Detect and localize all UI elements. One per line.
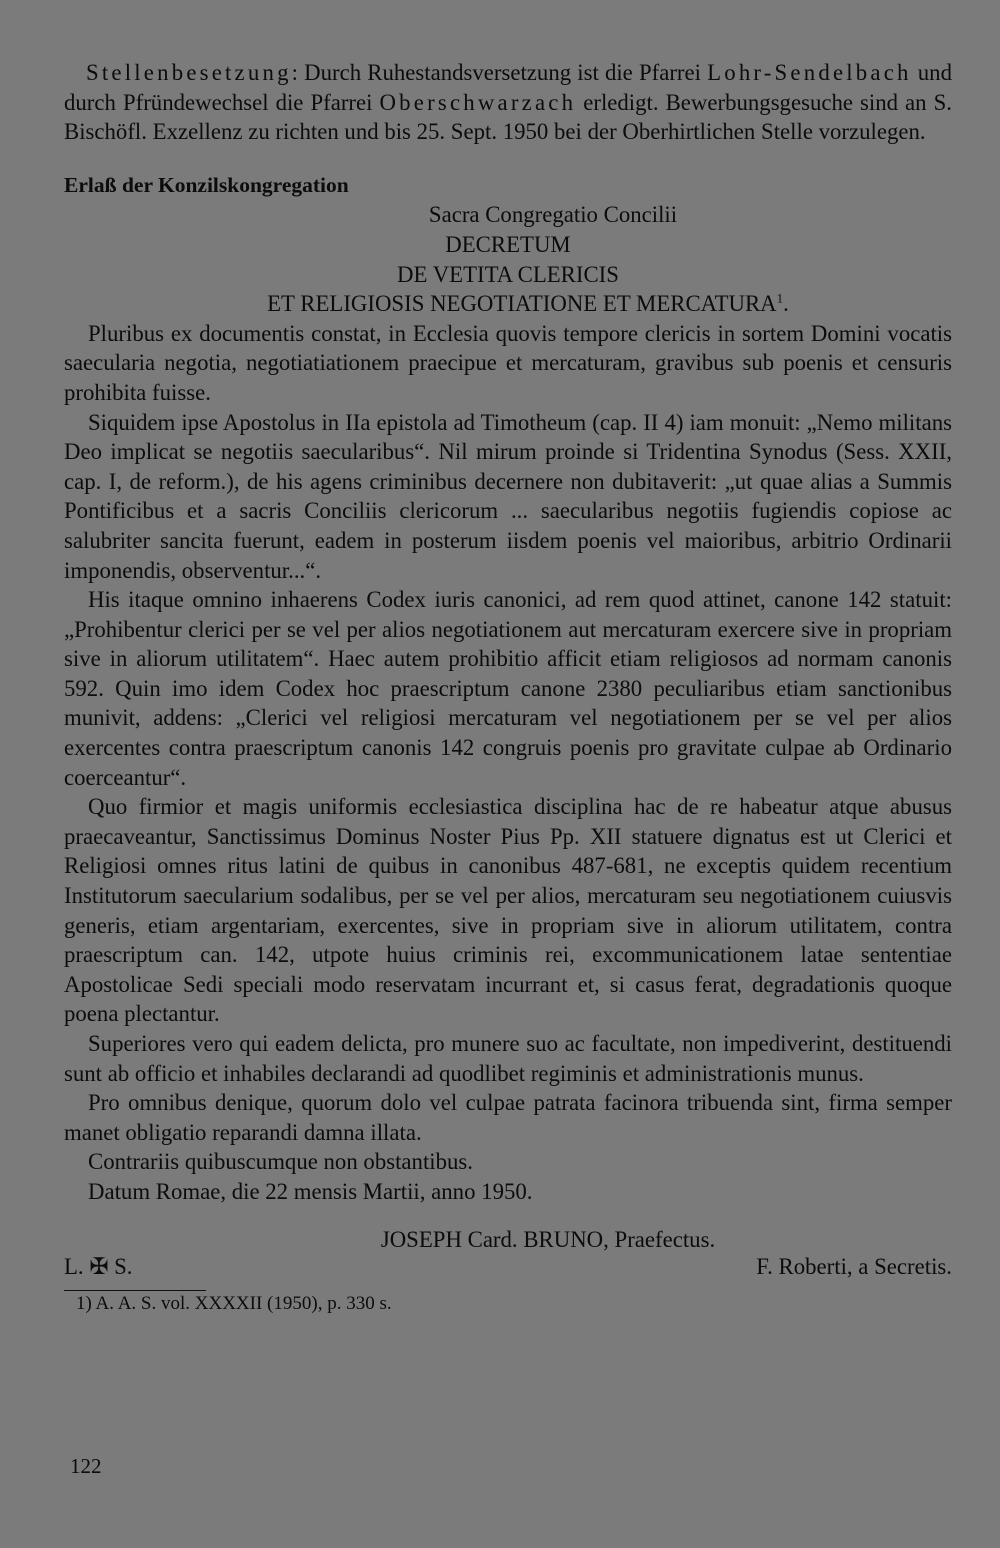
decree-paragraph: Pro omnibus denique, quorum dolo vel culpae patrata facinora tribuenda sint, firma semper manet obligatio reparandi damna illata. (64, 1090, 952, 1145)
parish-name-1: Lohr-Sendelbach (707, 60, 912, 85)
decree-title-period: . (783, 291, 789, 317)
signature-row (64, 1254, 952, 1284)
decree-title-line-2: DE VETITA CLERICIS (397, 261, 619, 287)
decree-title-text: ET RELIGIOSIS NEGOTIATIONE ET MERCATURA (267, 291, 777, 317)
decree-paragraph: Contrariis quibuscumque non obstantibus. (88, 1149, 473, 1175)
notice-text-3: erledigt. Bewerbungsgesuche sind an S. Bischöfl. Exzellenz zu richten und bis 25. Sept. 1950 bei der Oberhirtlichen Stelle vorzulegen. (64, 89, 952, 145)
notice-text-2: und durch Pfründewechsel die Pfarrei (64, 60, 952, 115)
parish-name-2: Oberschwarzach (379, 89, 577, 115)
footnote-text: A. A. S. vol. XXXXII (1950), p. 330 s. (91, 1293, 392, 1315)
decree-paragraph: Siquidem ipse Apostolus in IIa epistola ad Timotheum (cap. II 4) iam monuit: „Nemo militans Deo implicat se negotiis saecularibus“. Nil mirum proinde si Tridentina Synodus (Sess. XXII, cap. I, de reform.), de his agens criminibus decernere non dubitaverit: „ut quae alias a Summis Pontificibus et a sacris Conciliis clericorum ... saecularibus negotiis fugiendis copiose ac salubriter sancita fuerunt, eadem in posterum iisdem poenis vel maioribus, arbitrio Ordinarii imponendis, observentur...“. (64, 409, 952, 583)
vacancy-notice (64, 58, 952, 147)
congregation-name: Sacra Congregatio Concilii (428, 202, 678, 228)
footnote-mark: 1) (76, 1293, 92, 1315)
section-heading: Erlaß der Konzilskongregation (64, 172, 349, 197)
footnote (76, 1291, 952, 1317)
decree-title-line-3 (104, 289, 952, 319)
notice-text-1: : Durch Ruhestandsversetzung ist die Pfarrei (291, 60, 708, 85)
prefect-signature: JOSEPH Card. BRUNO, Praefectus. (380, 1226, 716, 1252)
notice-keyword: Stellenbesetzung (86, 60, 292, 85)
decree-paragraph: Quo firmior et magis uniformis ecclesiastica disciplina hac de re habeatur atque abusus praecaveantur, Sanctissimus Dominus Noster Pius Pp. XII statuere dignatus est ut Clerici et Religiosi omnes ritus latini de quibus in canonibus 487-681, ne exceptis quidem recentium Institutorum saecularium sodalibus, per se vel per alios, mercaturam seu negotiationem cuiusvis generis, etiam argentariam, exercentes, sive in propriam sive in aliorum utilitatem, contra praescriptum can. 142, utpote huius criminis rei, excommunicationem latae sententiae Apostolicae Sedi speciali modo reservatam incurrant et, si casus ferat, degradationis quoque poena plectantur. (64, 794, 952, 1027)
footnote-reference: 1 (776, 290, 784, 306)
decree-paragraph: Superiores vero qui eadem delicta, pro munere suo ac facultate, non impediverint, destituendi sunt ab officio et inhabiles declarandi ad quodlibet regiminis et administrationis munus. (64, 1031, 952, 1086)
locus-sigilli: L. ✠ S. (64, 1254, 133, 1280)
decree-paragraph: His itaque omnino inhaerens Codex iuris canonici, ad rem quod attinet, canone 142 statuit: „Prohibentur clerici per se vel per alios negotiationem aut mercaturam exercere sive in propriam sive in aliorum utilitatem“. Haec autem prohibitio afficit etiam religiosos ad normam canonis 592. Quin imo idem Codex hoc praescriptum canone 2380 peculiaribus etiam sanctionibus munivit, addens: „Clerici vel religiosi mercaturam vel negotiationem per se vel per alios exercentes contra praescriptum canonis 142 congruis poenis pro gravitate culpae ab Ordinario coerceantur“. (64, 587, 952, 790)
decree-paragraph: Pluribus ex documentis constat, in Ecclesia quovis tempore clericis in sortem Domini vocatis saecularia negotia, negotiatiationem praecipue et mercaturam, gravibus sub poenis et censuris prohibita fuisse. (64, 320, 952, 405)
page-number: 122 (70, 1454, 102, 1478)
secretary-signature: F. Roberti, a Secretis. (756, 1254, 952, 1280)
decree-title-line-1: DECRETUM (445, 231, 571, 257)
decree-date: Datum Romae, die 22 mensis Martii, anno 1950. (88, 1178, 533, 1204)
